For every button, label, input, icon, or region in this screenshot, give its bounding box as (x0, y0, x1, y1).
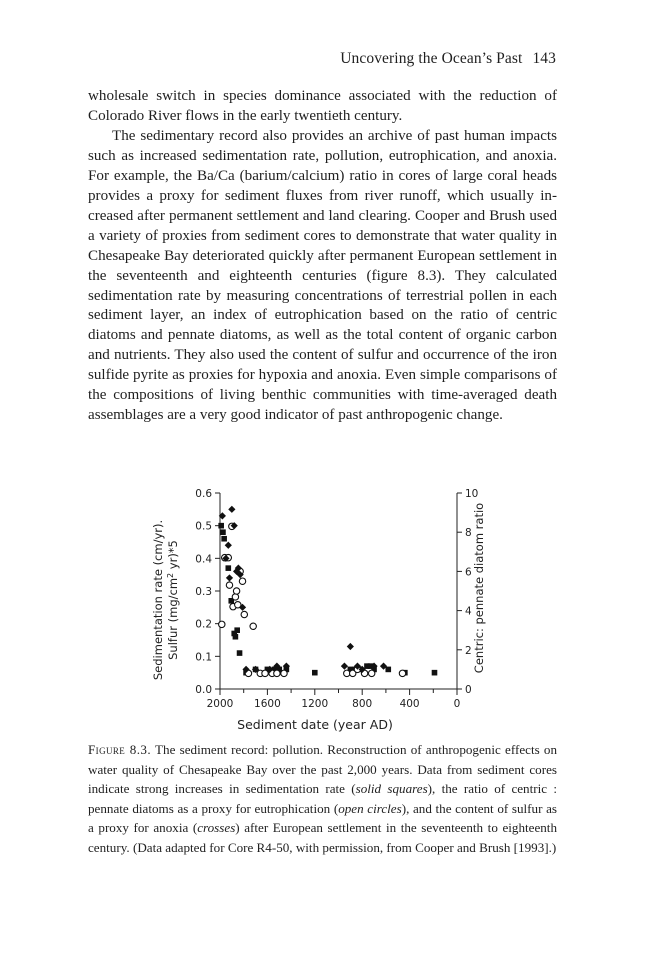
y-right-tick-label: 8 (465, 527, 472, 540)
y-right-tick-label: 0 (465, 684, 472, 696)
open-circle-point (226, 582, 232, 588)
paragraph-continued: wholesale switch in species dominance associated with the reduction of Colorado River flows in the early twentieth century. (88, 88, 557, 124)
open-circle-point (232, 594, 238, 600)
open-circle-point (250, 623, 256, 629)
x-tick-label: 2000 (206, 698, 234, 710)
open-circle-point (281, 670, 287, 676)
tick-marks (215, 493, 462, 695)
x-tick-label: 1600 (254, 698, 281, 710)
caption-crosses: crosses (197, 820, 236, 836)
cross-point (228, 506, 235, 513)
caption-solid-squares: solid squares (355, 781, 428, 797)
open-circle-point (219, 621, 225, 627)
open-circle-point (274, 670, 280, 676)
y-axis-label-left-2-pre: Sulfur (mg/cm (166, 577, 180, 660)
y-left-tick-label: 0.4 (195, 553, 212, 566)
page-number: 143 (532, 50, 556, 67)
y-left-tick-label: 0.3 (195, 586, 212, 598)
figure-8-3-chart (140, 478, 500, 736)
caption-text-c: ), and the content of sulfur as a proxy for anoxia ( (88, 800, 557, 836)
open-circle-point (241, 611, 247, 617)
running-title: Uncovering the Ocean’s Past (340, 50, 523, 67)
y-axis-label-left-1: Sedimentation rate (cm/yr). (151, 519, 165, 681)
y-left-tick-label: 0.0 (195, 684, 212, 696)
y-left-tick-label: 0.5 (195, 520, 212, 533)
y-left-tick-label: 0.1 (195, 651, 212, 664)
solid-square-point (221, 536, 227, 542)
open-circle-point (239, 578, 245, 584)
open-circle-point (399, 670, 405, 676)
open-circle-point (262, 670, 268, 676)
open-circle-point (368, 670, 374, 676)
axes (220, 493, 457, 689)
y-axis-label-left-2-post: yr)*5 (166, 540, 180, 573)
y-right-tick-label: 10 (465, 488, 479, 500)
solid-square-point (385, 667, 391, 673)
cross-point (341, 663, 348, 670)
y-right-tick-label: 4 (465, 605, 472, 618)
figure-label: Figure 8.3. (88, 742, 152, 757)
running-header (340, 50, 556, 68)
cross-point (347, 643, 354, 650)
x-tick-label: 400 (399, 698, 420, 710)
body-text (88, 87, 557, 426)
y-left-tick-label: 0.2 (195, 618, 212, 631)
x-tick-label: 800 (352, 698, 373, 710)
y-axis-label-left-2 (166, 540, 180, 660)
solid-square-point (233, 634, 239, 640)
caption-text-a: The sediment record: pollution. Reconstruction of anthropogenic effects on water quality of Chesapeake Bay over the past 2,000 years. Data from sediment cores indicate strong increases in sedimentation rate ( (88, 742, 557, 797)
paragraph-sedimentary-record: The sedimentary record also provides an archive of past human impacts such as increased sedimentation rate, pollution, eutrophication, and anoxia. For example, the Ba/Ca (barium/calcium) ratio in cores of large coral heads provides a proxy for sediment fluxes from river runoff, which usually increased after permanent settlement and land clearing. Cooper and Brush used a variety of proxies from sediment cores to demonstrate that water quality in Chesapeake Bay deteriorated quickly after permanent European settlement in the seventeenth and eighteenth centuries (figure 8.3). They calculated sedimentation rate by measuring concentrations of terrestrial pollen in each sediment layer, an index of eutrophication based on the ratio of centric diatoms and pennate diatoms, as well as the total content of organic carbon and nutrients. They also used the content of sulfur and occurrence of the iron sulfide pyrite as proxies for hypoxia and anoxia. Even simple comparisons of the compositions of living benthic communities with time-averaged death assemblages are a very good indicator of past anthropogenic change. (88, 127, 557, 424)
scatter-plot (140, 478, 500, 736)
caption-text-d: ) after European settlement in the seventeenth to eighteenth century. (Data adapted for Core R4-50, with permission, from Cooper and Brush [1993].) (88, 820, 557, 855)
solid-square-point (225, 565, 231, 571)
caption-text-b: ), the ratio of centric : pennate diatoms as a proxy for eutrophication ( (88, 781, 558, 816)
y-left-tick-label: 0.6 (195, 488, 212, 500)
solid-square-point (237, 650, 243, 656)
solid-square-point (234, 627, 240, 633)
data-points (218, 506, 437, 677)
y-axis-label-right: Centric: pennate diatom ratio (472, 502, 486, 674)
solid-square-point (432, 670, 438, 676)
solid-square-point (312, 670, 318, 676)
x-tick-label: 1200 (301, 698, 329, 710)
y-right-tick-label: 2 (465, 644, 472, 657)
cross-point (225, 542, 232, 549)
figure-caption (88, 740, 557, 858)
caption-open-circles: open circles (338, 800, 402, 816)
cross-point (226, 574, 233, 581)
y-axis-label-left-2-sup: 2 (166, 572, 175, 578)
x-axis-label: Sediment date (year AD) (237, 717, 393, 732)
solid-square-point (220, 529, 226, 535)
y-right-tick-label: 6 (465, 566, 472, 579)
x-tick-label: 0 (453, 698, 461, 710)
open-circle-point (233, 588, 239, 594)
solid-square-point (218, 523, 224, 529)
